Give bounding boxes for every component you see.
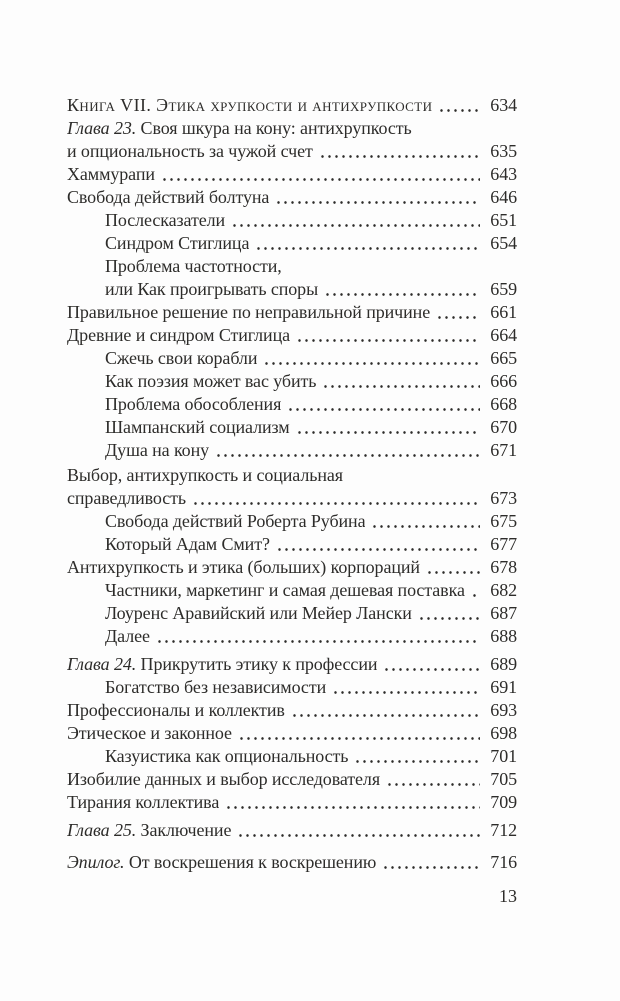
- toc-entry-text: Шампанский социализм: [105, 417, 290, 437]
- dot-leader: [296, 431, 480, 434]
- dot-leader: [418, 617, 480, 620]
- toc-entry-page: 666: [490, 371, 517, 391]
- toc-entry-page: 705: [490, 769, 517, 789]
- toc-entry[interactable]: [67, 324, 517, 347]
- dot-leader: [382, 866, 480, 869]
- toc-entry-text: Изобилие данных и выбор исследователя: [67, 769, 380, 789]
- toc-entry-page: 673: [490, 488, 517, 508]
- toc-entry[interactable]: [67, 556, 517, 579]
- toc-entry-text: Хаммурапи: [67, 164, 155, 184]
- toc-entry[interactable]: [67, 163, 517, 186]
- toc-entry-label: [105, 602, 412, 625]
- toc-entry[interactable]: [67, 301, 517, 324]
- toc-entry-label: [105, 745, 348, 768]
- toc-entry-label: [67, 819, 231, 842]
- toc-entry-label: [67, 556, 420, 579]
- toc-entry-text: Древние и синдром Стиглица: [67, 325, 290, 345]
- dot-leader: [238, 737, 480, 740]
- dot-leader: [332, 691, 480, 694]
- toc-entry-text: Правильное решение по неправильной причине: [67, 302, 431, 322]
- toc-entry[interactable]: [67, 94, 517, 117]
- toc-entry[interactable]: [67, 510, 517, 533]
- toc-entry-page: 654: [490, 233, 517, 253]
- toc-entry-text: Свобода действий болтуна: [67, 187, 270, 207]
- toc-entry-label: [67, 699, 285, 722]
- toc-entry-text: Заключение: [136, 820, 232, 840]
- toc-entry[interactable]: [67, 209, 517, 232]
- toc-entry-text: Казуистика как опциональность: [105, 746, 349, 766]
- toc-entry-page: 688: [490, 626, 517, 646]
- toc-entry-label: [67, 163, 155, 186]
- toc-entry-page: 716: [490, 852, 517, 872]
- toc-entry-label: [67, 464, 343, 487]
- toc-entry-page: 661: [490, 302, 517, 322]
- toc-entry-page: 701: [490, 746, 517, 766]
- toc-entry-page: 659: [490, 279, 517, 299]
- toc-entry-text: Синдром Стиглица: [105, 233, 250, 253]
- toc-entry[interactable]: [67, 416, 517, 439]
- toc-entry-text: Как поэзия может вас убить: [105, 371, 317, 391]
- toc-entry[interactable]: [67, 393, 517, 416]
- dot-leader: [276, 548, 480, 551]
- toc-entry-label: [105, 416, 290, 439]
- toc-entry[interactable]: [67, 117, 517, 140]
- toc-entry-label: [105, 370, 316, 393]
- toc-entry[interactable]: [67, 464, 517, 487]
- toc-entry[interactable]: [67, 370, 517, 393]
- toc-entry-label: [67, 324, 290, 347]
- dot-leader: [383, 668, 480, 671]
- toc-entry[interactable]: [67, 487, 517, 510]
- dot-leader: [156, 640, 480, 643]
- toc-entry-label: [67, 186, 269, 209]
- toc-entry-label: [105, 278, 318, 301]
- toc-entry-page: 671: [490, 440, 517, 460]
- dot-leader: [192, 502, 480, 505]
- toc-entry-text: Свобода действий Роберта Рубина: [105, 511, 366, 531]
- toc-entry-chapter-prefix: Глава 25.: [67, 820, 137, 840]
- toc-entry-text: Проблема частотности,: [105, 256, 282, 276]
- toc-entry-chapter-prefix: Глава 24.: [67, 654, 137, 674]
- toc-entry-text: Сжечь свои корабли: [105, 348, 258, 368]
- toc-entry[interactable]: [67, 851, 517, 874]
- toc-entry-text: Книга VII. Этика хрупкости и антихрупкости: [67, 95, 433, 115]
- dot-leader: [161, 178, 480, 181]
- dot-leader: [436, 316, 480, 319]
- toc-entry-text: Проблема обособления: [105, 394, 282, 414]
- toc-entry[interactable]: [67, 278, 517, 301]
- toc-entry-label: [105, 255, 282, 278]
- toc-entry-text: и опциональность за чужой счет: [67, 141, 313, 161]
- dot-leader: [322, 385, 480, 388]
- toc-entry-page: 635: [490, 141, 517, 161]
- toc-entry-page: 691: [490, 677, 517, 697]
- toc-entry[interactable]: [67, 347, 517, 370]
- toc-entry-label: [67, 140, 313, 163]
- toc-entry[interactable]: [67, 768, 517, 791]
- dot-leader: [371, 525, 480, 528]
- toc-entry-label: [105, 533, 270, 556]
- toc-entry-text: Тирания коллектива: [67, 792, 220, 812]
- toc-entry[interactable]: [67, 186, 517, 209]
- toc-entry-label: [105, 439, 209, 462]
- toc-entry-label: [67, 722, 232, 745]
- page-number: 13: [499, 886, 517, 906]
- toc-entry-label: [105, 209, 225, 232]
- toc-entry-text: Этическое и законное: [67, 723, 232, 743]
- dot-leader: [225, 806, 480, 809]
- toc-entry-page: 634: [490, 95, 517, 115]
- toc-entry-page: 643: [490, 164, 517, 184]
- toc-entry-label: [67, 768, 380, 791]
- toc-entry[interactable]: [67, 602, 517, 625]
- toc-entry[interactable]: [67, 653, 517, 676]
- toc-entry-text: справедливость: [67, 488, 187, 508]
- toc-entry-page: 670: [490, 417, 517, 437]
- toc-entry-text: Душа на кону: [105, 440, 210, 460]
- toc-entry[interactable]: [67, 140, 517, 163]
- toc-entry-page: 682: [490, 580, 517, 600]
- toc-entry-label: [105, 393, 281, 416]
- toc-entry-label: [105, 625, 150, 648]
- toc-entry-label: [67, 117, 412, 140]
- toc-entry[interactable]: [67, 625, 517, 648]
- dot-leader: [215, 454, 480, 457]
- toc-entry-page: 677: [490, 534, 517, 554]
- toc-entry[interactable]: [67, 439, 517, 462]
- dot-leader: [291, 714, 480, 717]
- toc-entry-label: [105, 347, 257, 370]
- dot-leader: [324, 293, 480, 296]
- toc-entry-chapter-prefix: Эпилог.: [67, 852, 125, 872]
- toc-entry-label: [105, 232, 249, 255]
- toc-entry-page: 689: [490, 654, 517, 674]
- toc-entry-text: Профессионалы и коллектив: [67, 700, 285, 720]
- dot-leader: [319, 155, 480, 158]
- toc-entry-text: или Как проигрывать споры: [105, 279, 319, 299]
- toc-entry-label: [105, 676, 326, 699]
- toc-entry-chapter-prefix: Глава 23.: [67, 118, 137, 138]
- toc-entry[interactable]: [67, 745, 517, 768]
- toc-entry-page: 693: [490, 700, 517, 720]
- dot-leader: [237, 834, 480, 837]
- dot-leader: [426, 571, 480, 574]
- toc-entry-text: Прикрутить этику к профессии: [136, 654, 378, 674]
- toc-entry-label: [105, 510, 365, 533]
- toc-entry[interactable]: [67, 722, 517, 745]
- toc-entry[interactable]: [67, 579, 517, 602]
- toc-entry-label: [67, 487, 186, 510]
- toc-entry-text: Антихрупкость и этика (больших) корпораций: [67, 557, 420, 577]
- toc-entry-label: [67, 653, 377, 676]
- toc-entry[interactable]: [67, 255, 517, 278]
- toc-entry-page: 687: [490, 603, 517, 623]
- toc-entry-page: 651: [490, 210, 517, 230]
- toc-entry-page: 678: [490, 557, 517, 577]
- toc-entry-page: 665: [490, 348, 517, 368]
- toc-entry-text: Выбор, антихрупкость и социальная: [67, 465, 343, 485]
- toc-entry-page: 675: [490, 511, 517, 531]
- toc-entry-text: Послесказатели: [105, 210, 226, 230]
- dot-leader: [386, 783, 480, 786]
- dot-leader: [275, 201, 480, 204]
- toc-entry-text: Богатство без независимости: [105, 677, 327, 697]
- toc-entry-text: Который Адам Смит?: [105, 534, 270, 554]
- toc-entry-text: Далее: [105, 626, 150, 646]
- toc-entry[interactable]: [67, 819, 517, 842]
- toc-entry-label: [67, 851, 376, 874]
- toc-entry[interactable]: [67, 533, 517, 556]
- toc-entry[interactable]: [67, 232, 517, 255]
- toc-entry-page: 646: [490, 187, 517, 207]
- toc-entry[interactable]: [67, 676, 517, 699]
- toc-entry[interactable]: [67, 699, 517, 722]
- dot-leader: [438, 109, 480, 112]
- dot-leader: [354, 760, 480, 763]
- dot-leader: [471, 594, 480, 597]
- table-of-contents: [67, 94, 517, 874]
- toc-entry-label: [67, 301, 430, 324]
- toc-entry-label: [67, 94, 432, 117]
- dot-leader: [287, 408, 480, 411]
- dot-leader: [263, 362, 480, 365]
- dot-leader: [255, 247, 480, 250]
- toc-entry-text: От воскрешения к воскрешению: [124, 852, 377, 872]
- toc-entry-page: 664: [490, 325, 517, 345]
- toc-entry-label: [105, 579, 465, 602]
- dot-leader: [231, 224, 480, 227]
- toc-entry-text: Лоуренс Аравийский или Мейер Лански: [105, 603, 412, 623]
- dot-leader: [296, 339, 480, 342]
- toc-entry-text: Частники, маркетинг и самая дешевая поставка: [105, 580, 465, 600]
- toc-entry-page: 709: [490, 792, 517, 812]
- toc-entry-text: Своя шкура на кону: антихрупкость: [136, 118, 412, 138]
- toc-entry-page: 698: [490, 723, 517, 743]
- toc-entry-label: [67, 791, 219, 814]
- toc-entry-page: 712: [490, 820, 517, 840]
- toc-entry[interactable]: [67, 791, 517, 814]
- toc-entry-page: 668: [490, 394, 517, 414]
